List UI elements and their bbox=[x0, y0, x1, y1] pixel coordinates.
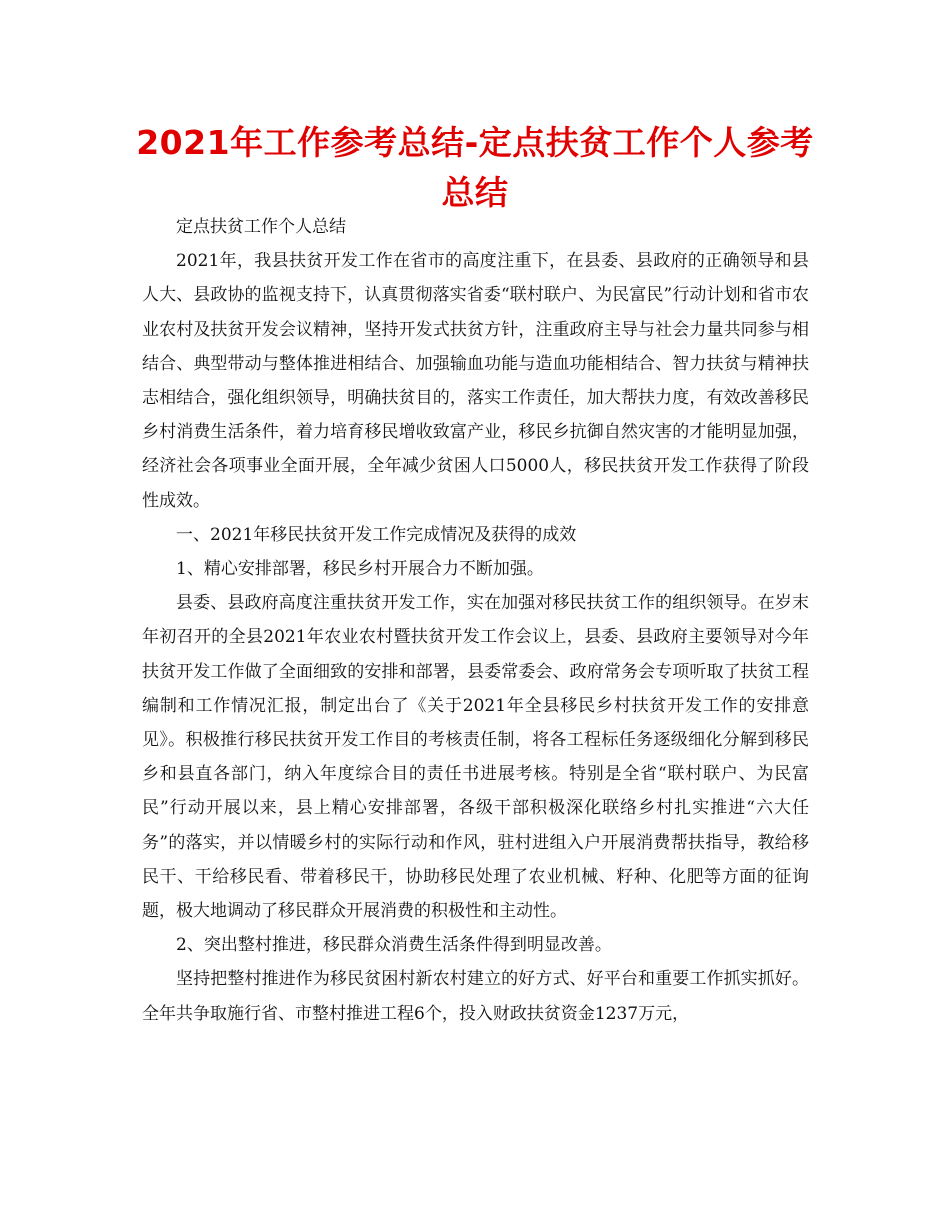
section-heading: 定点扶贫工作个人总结 bbox=[176, 217, 346, 237]
subsection-heading: 1、精心安排部署，移民乡村开展合力不断加强。 bbox=[176, 559, 544, 580]
document-title: 2021年工作参考总结-定点扶贫工作个人参考总结 bbox=[136, 123, 814, 212]
paragraph: 坚持把整村推进作为移民贫困村新农村建立的好方式、好平台和重要工作抓实抓好。全年共争取施行省、市整村推进工程6个，投入财政扶贫资金1237万元， bbox=[142, 969, 809, 1024]
subsection-heading: 2、突出整村推进，移民群众消费生活条件得到明显改善。 bbox=[176, 935, 612, 956]
document-body bbox=[142, 210, 809, 1031]
paragraph: 县委、县政府高度注重扶贫开发工作，实在加强对移民扶贫工作的组织领导。在岁末年初召开的全县2021年农业农村暨扶贫开发工作会议上，县委、县政府主要领导对今年扶贫开发工作做了全面细致的安排和部署，县委常委会、政府常务会专项听取了扶贫工程编制和工作情况汇报，制定出台了《关于2021年全县移民乡村扶贫开发工作的安排意见》。积极推行移民扶贫开发工作目的考核责任制，将各工程标任务逐级细化分解到移民乡和县直各部门，纳入年度综合目的责任书进展考核。特别是全省“联村联户、为民富民”行动开展以来，县上精心安排部署，各级干部积极深化联络乡村扎实推进“六大任务”的落实，并以情暖乡村的实际行动和作风，驻村进组入户开展消费帮扶指导，教给移民干、干给移民看、带着移民干，协助移民处理了农业机械、籽种、化肥等方面的征询题，极大地调动了移民群众开展消费的积极性和主动性。 bbox=[142, 593, 809, 922]
paragraph: 2021年，我县扶贫开发工作在省市的高度注重下，在县委、县政府的正确领导和县人大、县政协的监视支持下，认真贯彻落实省委“联村联户、为民富民”行动计划和省市农业农村及扶贫开发会议精神，坚持开发式扶贫方针，注重政府主导与社会力量共同参与相结合、典型带动与整体推进相结合、加强输血功能与造血功能相结合、智力扶贫与精神扶志相结合，强化组织领导，明确扶贫目的，落实工作责任，加大帮扶力度，有效改善移民乡村消费生活条件，着力培育移民增收致富产业，移民乡抗御自然灾害的才能明显加强，经济社会各项事业全面开展，全年减少贫困人口5000人，移民扶贫开发工作获得了阶段性成效。 bbox=[142, 251, 809, 511]
section-heading: 一、2021年移民扶贫开发工作完成情况及获得的成效 bbox=[176, 524, 577, 545]
